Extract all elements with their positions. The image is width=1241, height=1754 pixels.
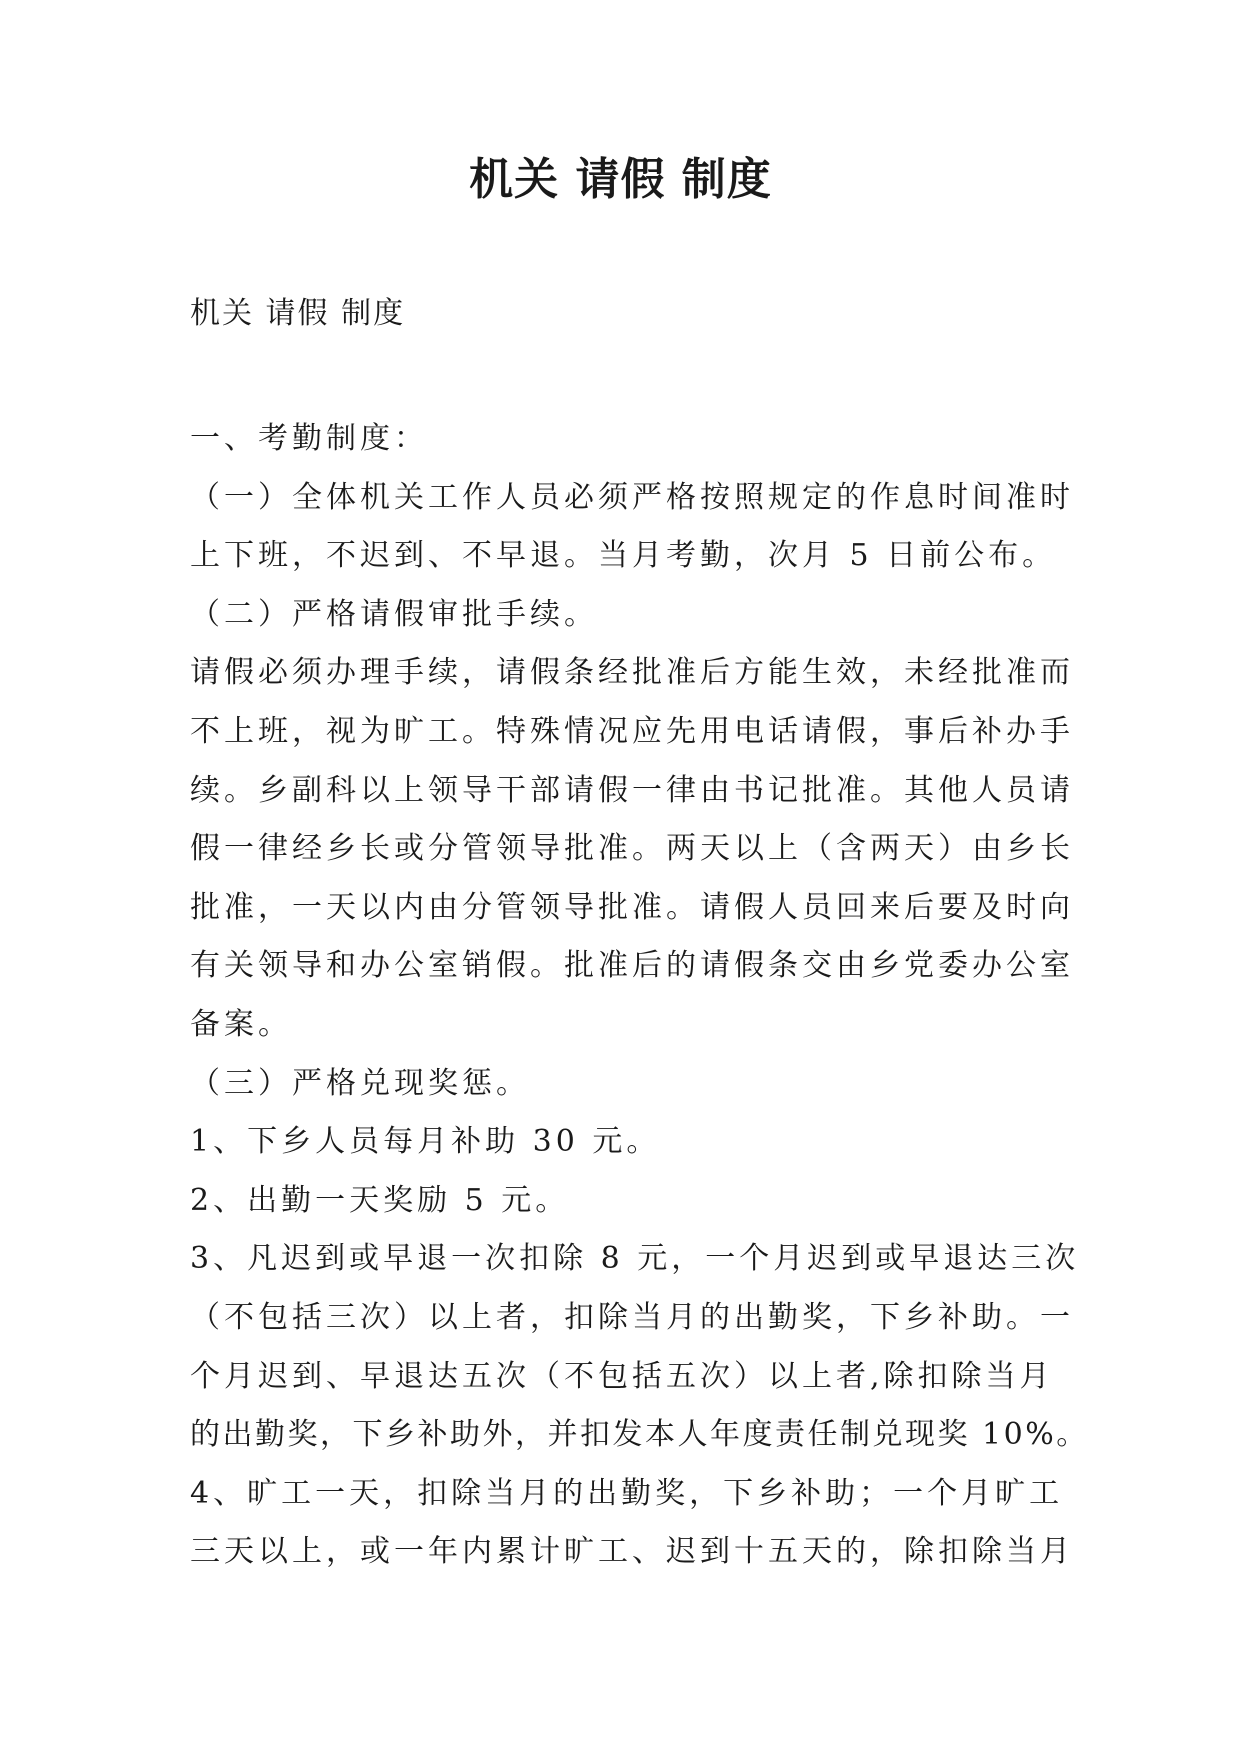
body-line: 假一律经乡长或分管领导批准。两天以上（含两天）由乡长 bbox=[190, 831, 1074, 867]
body-line: （不包括三次）以上者，扣除当月的出勤奖，下乡补助。一 bbox=[190, 1299, 1074, 1335]
body-line: 批准，一天以内由分管领导批准。请假人员回来后要及时向 bbox=[190, 889, 1074, 925]
body-line: 续。乡副科以上领导干部请假一律由书记批准。其他人员请 bbox=[190, 772, 1074, 808]
body-line: 的出勤奖，下乡补助外，并扣发本人年度责任制兑现奖 10%。 bbox=[190, 1417, 1089, 1453]
body-line: 一、考勤制度： bbox=[190, 421, 428, 456]
body-line: （一）全体机关工作人员必须严格按照规定的作息时间准时 bbox=[190, 479, 1074, 515]
body-line: 3、凡迟到或早退一次扣除 8 元，一个月迟到或早退达三次 bbox=[190, 1241, 1080, 1277]
body-line: 不上班，视为旷工。特殊情况应先用电话请假，事后补办手 bbox=[190, 713, 1074, 749]
body-line: 2、出勤一天奖励 5 元。 bbox=[190, 1182, 570, 1218]
body-line: 备案。 bbox=[190, 1006, 292, 1042]
document-body bbox=[190, 410, 1089, 1582]
document-title: 机关 请假 制度 bbox=[469, 154, 772, 205]
body-line: （二）严格请假审批手续。 bbox=[190, 596, 598, 632]
body-line: 4、旷工一天，扣除当月的出勤奖，下乡补助；一个月旷工 bbox=[190, 1475, 1064, 1511]
body-line: 有关领导和办公室销假。批准后的请假条交由乡党委办公室 bbox=[190, 948, 1074, 984]
body-line: 上下班，不迟到、不早退。当月考勤，次月 5 日前公布。 bbox=[190, 538, 1057, 574]
body-line: 个月迟到、早退达五次（不包括五次）以上者,除扣除当月 bbox=[190, 1358, 1054, 1394]
body-line: （三）严格兑现奖惩。 bbox=[190, 1065, 530, 1101]
body-line: 请假必须办理手续，请假条经批准后方能生效，未经批准而 bbox=[190, 655, 1074, 691]
document-subtitle: 机关 请假 制度 bbox=[190, 296, 406, 331]
body-line: 三天以上，或一年内累计旷工、迟到十五天的，除扣除当月 bbox=[190, 1534, 1074, 1570]
body-line: 1、下乡人员每月补助 30 元。 bbox=[190, 1124, 661, 1160]
